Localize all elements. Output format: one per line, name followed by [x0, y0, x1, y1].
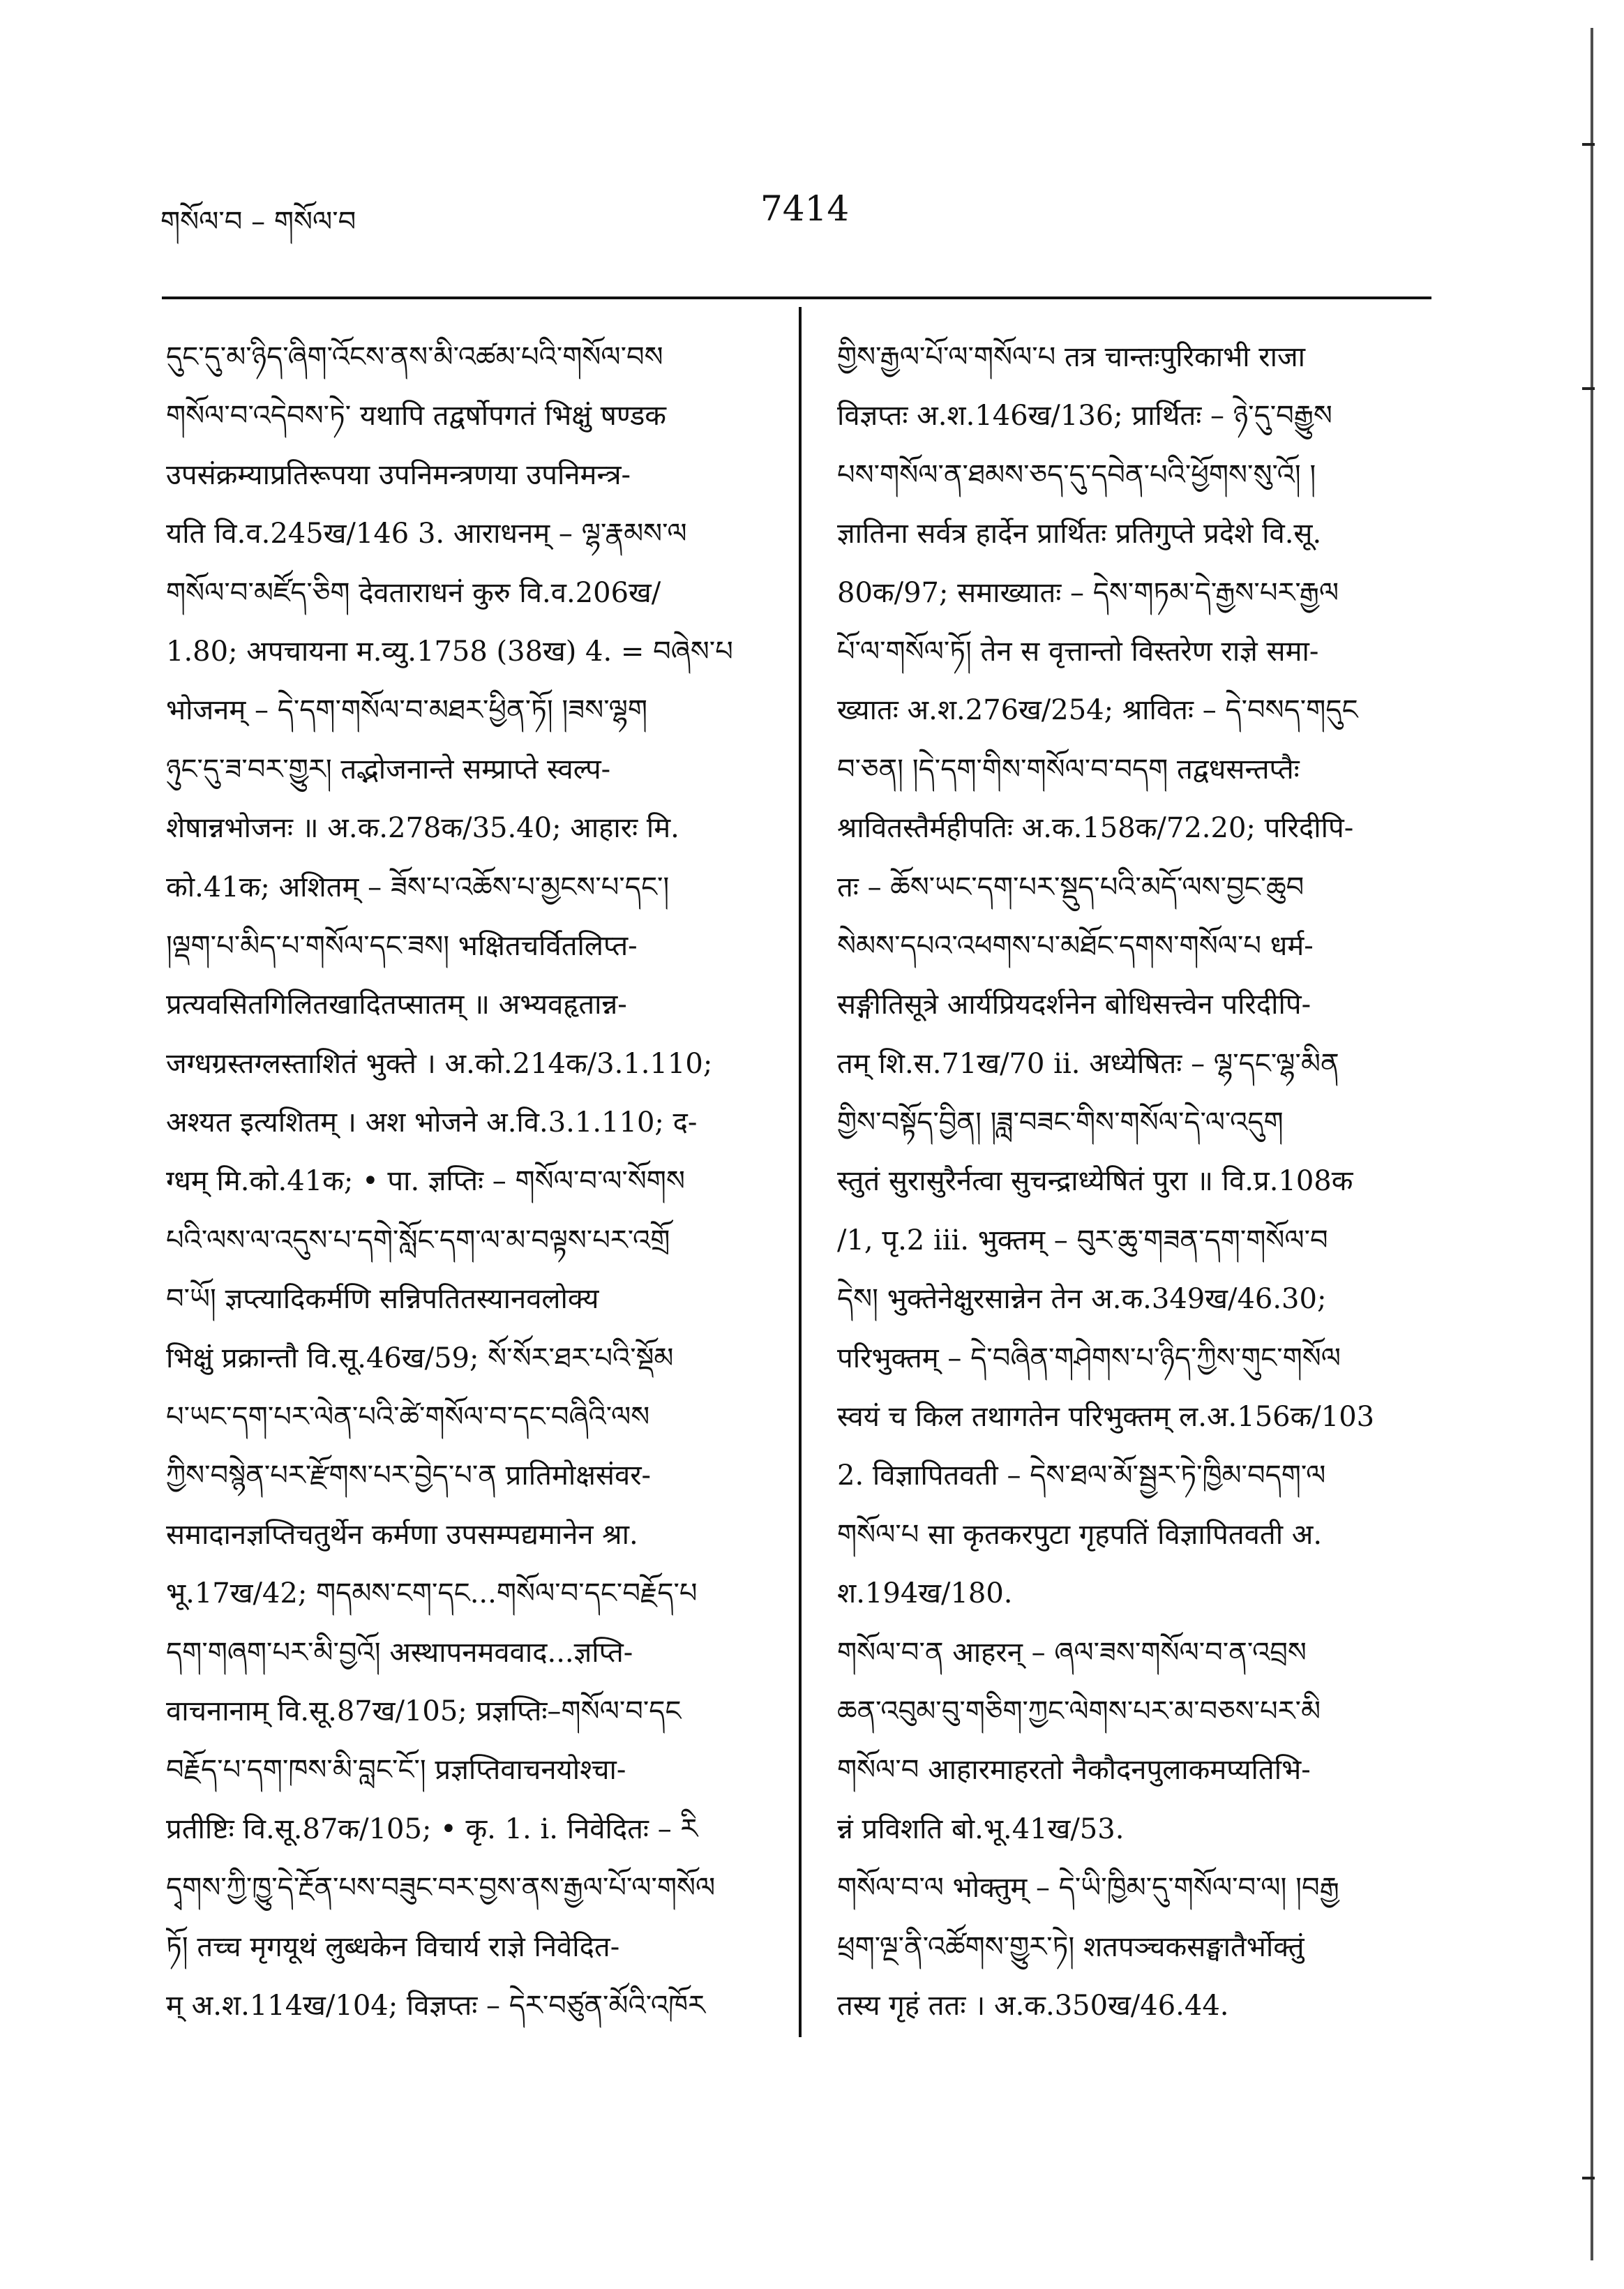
text-line: ཕྲག་ལྔ་ནི་འཚོགས་གྱུར་ཏེ། शतपञ्चकसङ्घातैर्भोक्तुं [837, 1930, 1305, 1963]
text-line: म् अ.श.114ख/104; विज्ञप्तः – དེར་བཙུན་མོའི་འཁོར [166, 1989, 706, 2022]
text-line: 1.80; अपचायना म.व्यु.1758 (38ख) 4. = བཞེས་པ [166, 635, 733, 668]
text-line: स्तुतं सुरासुरैर्नत्वा सुचन्द्राध्येषितं पुरा ॥ वि.प्र.108क [837, 1165, 1353, 1198]
page-number: 7414 [760, 188, 850, 229]
text-line: དྭགས་ཀྱི་ཁྱུ་དེ་རྔོན་པས་བཟུང་བར་བྱས་ནས་རྒྱལ་པོ་ལ་གསོལ [166, 1872, 716, 1905]
scan-margin-mark [1582, 387, 1595, 390]
text-line: को.41क; अशितम् – ཟོས་པ་འཆོས་པ་མྱངས་པ་དང་། [166, 871, 670, 903]
column-divider [799, 307, 802, 2037]
text-line: परिभुक्तम् – དེ་བཞིན་གཤེགས་པ་ཉིད་ཀྱིས་གུང་གསོལ [837, 1342, 1341, 1374]
text-line: ज्ञातिना सर्वत्र हार्देन प्रार्थितः प्रतिगुप्ते प्रदेशे वि.सू. [837, 518, 1322, 550]
text-line: པ་ཡང་དག་པར་ལེན་པའི་ཚེ་གསོལ་བ་དང་བཞིའི་ལས [166, 1401, 650, 1434]
text-line: དེས། भुक्तेनेक्षुरसान्नेन तेन अ.क.349ख/46.30; [837, 1283, 1327, 1316]
text-line: यति वि.व.245ख/146 3. आराधनम् – ལྷ་རྣམས་ལ [166, 518, 687, 550]
header-rule [162, 297, 1431, 299]
text-line: ཆན་འབུམ་བུ་གཅིག་ཀྱང་ལེགས་པར་མ་བཅས་པར་མི [837, 1695, 1321, 1727]
text-line: श्रावितस्तैर्महीपतिः अ.क.158क/72.20; परिदीपि- [837, 812, 1354, 845]
scan-margin-mark [1582, 2177, 1595, 2179]
text-line: ཏོ། तच्च मृगयूथं लुब्धकेन विचार्य राज्ञे निवेदित- [166, 1930, 620, 1963]
text-line: जग्धग्रस्तग्लस्ताशितं भुक्ते । अ.को.214क/3.1.110; [166, 1047, 713, 1080]
text-line: सङ्गीतिसूत्रे आर्यप्रियदर्शनेन बोधिसत्त्वेन परिदीपि- [837, 989, 1311, 1021]
text-line: གསོལ་བ་འདེབས་ཏེ་ यथापि तद्वर्षोपगतं भिक्षुं षण्डक [166, 400, 666, 433]
text-line: བ་ཅན། །དེ་དག་གིས་གསོལ་བ་བདག तद्वधसन्तप्तैः [837, 753, 1300, 786]
text-line: ཉུང་དུ་ཟ་བར་གྱུར། तद्भोजनान्ते सम्प्राप्ते स्वल्प- [166, 753, 611, 786]
text-line: གསོལ་བ་མཛོད་ཅིག देवताराधनं कुरु वि.व.206ख/ [166, 576, 661, 609]
text-line: तम् शि.स.71ख/70 ii. अध्येषितः – ལྷ་དང་ལྷ་མིན [837, 1047, 1339, 1080]
right-column [837, 328, 1437, 2035]
text-line: ཀྱིས་བསྙེན་པར་རྫོགས་པར་བྱེད་པ་ན प्रातिमोक्षसंवर- [166, 1459, 652, 1492]
text-line: དུང་དུ་མ་ཉིད་ཞིག་འོངས་ནས་མི་འཚམ་པའི་གསོལ་བས [166, 341, 663, 373]
text-line: བརྗོད་པ་དག་ཁས་མི་བླང་ངོ་། प्रज्ञप्तिवाचनयोश्चा- [166, 1754, 626, 1787]
scan-margin-mark [1582, 143, 1595, 146]
text-line: अश्यत इत्यशितम् । अश भोजने अ.वि.3.1.110; द- [166, 1106, 698, 1139]
text-line: པའི་ལས་ལ་འདུས་པ་དགེ་སློང་དག་ལ་མ་བལྟས་པར་འགྲོ [166, 1224, 670, 1256]
text-line: ख्यातः अ.श.276ख/254; श्रावितः – དེ་བསད་གདུང [837, 694, 1358, 727]
text-line: /1, पृ.2 iii. भुक्तम् – བུར་ཆུ་གཟན་དག་གསོལ་བ [837, 1224, 1328, 1256]
text-line: གསོལ་བ་ལ भोक्तुम् – དེ་ཡི་ཁྱིམ་དུ་གསོལ་བ་ལ། །བརྒྱ [837, 1872, 1339, 1905]
text-line: །ལྡག་པ་མིད་པ་གསོལ་དང་ཟས། भक्षितचर्वितलिप्त- [166, 929, 638, 962]
text-line: प्रतीष्टिः वि.सू.87क/105; • कृ. 1. i. निवेदितः – རི [166, 1813, 698, 1845]
text-line: གསོལ་པ सा कृतकरपुटा गृहपतिं विज्ञापितवती अ. [837, 1518, 1323, 1551]
text-line: समादानज्ञप्तिचतुर्थेन कर्मणा उपसम्पद्यमानेन श्रा. [166, 1518, 638, 1551]
text-line: པོ་ལ་གསོལ་ཏོ། तेन स वृत्तान्तो विस्तरेण राज्ञे समा- [837, 635, 1319, 668]
text-line: तस्य गृहं ततः । अ.क.350ख/46.44. [837, 1989, 1229, 2022]
text-line: विज्ञप्तः अ.श.146ख/136; प्रार्थितः – ཉེ་དུ་བརྒྱུས [837, 400, 1332, 433]
text-line: ग्धम् मि.को.41क; • पा. ज्ञप्तिः – གསོལ་བ་ལ་སོགས [166, 1165, 685, 1198]
text-line: གསོལ་བ་ན आहरन् – ཞལ་ཟས་གསོལ་བ་ན་འབྲས [837, 1636, 1307, 1669]
text-line: श.194ख/180. [837, 1577, 1013, 1610]
scan-margin-line [1591, 28, 1593, 2260]
text-line: न्नं प्रविशति बो.भू.41ख/53. [837, 1813, 1125, 1845]
text-line: भिक्षुं प्रक्रान्तौ वि.सू.46ख/59; སོ་སོར་ཐར་པའི་སྡོམ [166, 1342, 674, 1374]
text-line: स्वयं च किल तथागतेन परिभुक्तम् ल.अ.156क/103 [837, 1401, 1375, 1434]
text-line: भोजनम् – དེ་དག་གསོལ་བ་མཐར་ཕྱིན་ཏོ། །ཟས་ལྷག [166, 694, 648, 727]
text-line: भू.17ख/42; གདམས་ངག་དང...གསོལ་བ་དང་བརྗོད་པ [166, 1577, 698, 1610]
text-line: པས་གསོལ་ན་ཐམས་ཅད་དུ་དབེན་པའི་ཕྱོགས་སུ་འོ། ། [837, 458, 1316, 491]
text-line: གྱིས་རྒྱལ་པོ་ལ་གསོལ་པ तत्र चान्तःपुरिकाभी राजा [837, 341, 1306, 373]
text-line: བ་ཡོ། ज्ञप्त्यादिकर्मणि सन्निपतितस्यानवलोक्य [166, 1283, 599, 1316]
text-line: གྱིས་བསྟོད་བྱིན། །ཟླ་བཟང་གིས་གསོལ་དེ་ལ་འདུག [837, 1106, 1284, 1139]
left-column [166, 328, 787, 2035]
text-line: 80क/97; समाख्यातः – དེས་གཏམ་དེ་རྒྱས་པར་རྒྱལ [837, 576, 1339, 609]
text-line: དག་གཞག་པར་མི་བྱའོ། अस्थापनमववाद...ज्ञप्ति- [166, 1636, 633, 1669]
text-line: उपसंक्रम्याप्रतिरूपया उपनिमन्त्रणया उपनिमन्त्र- [166, 458, 631, 491]
text-line: तः – ཆོས་ཡང་དག་པར་སྡུད་པའི་མདོ་ལས་བྱང་ཆུབ [837, 871, 1305, 903]
text-line: प्रत्यवसितगिलितखादितप्सातम् ॥ अभ्यवहृतान्न- [166, 989, 627, 1021]
running-head: གསོལ་བ – གསོལ་བ [160, 206, 356, 238]
text-line: वाचनानाम् वि.सू.87ख/105; प्रज्ञप्तिः–གསོལ་བ་དང [166, 1695, 682, 1727]
text-line: 2. विज्ञापितवती – དེས་ཐལ་མོ་སྦྱར་ཏེ་ཁྱིམ་བདག་ལ [837, 1459, 1326, 1492]
text-line: शेषान्नभोजनः ॥ अ.क.278क/35.40; आहारः मि. [166, 812, 679, 845]
text-line: སེམས་དཔའ་འཕགས་པ་མཐོང་དགས་གསོལ་པ धर्म- [837, 929, 1314, 962]
text-line: གསོལ་བ आहारमाहरतो नैकौदनपुलाकमप्यतिभि- [837, 1754, 1311, 1787]
